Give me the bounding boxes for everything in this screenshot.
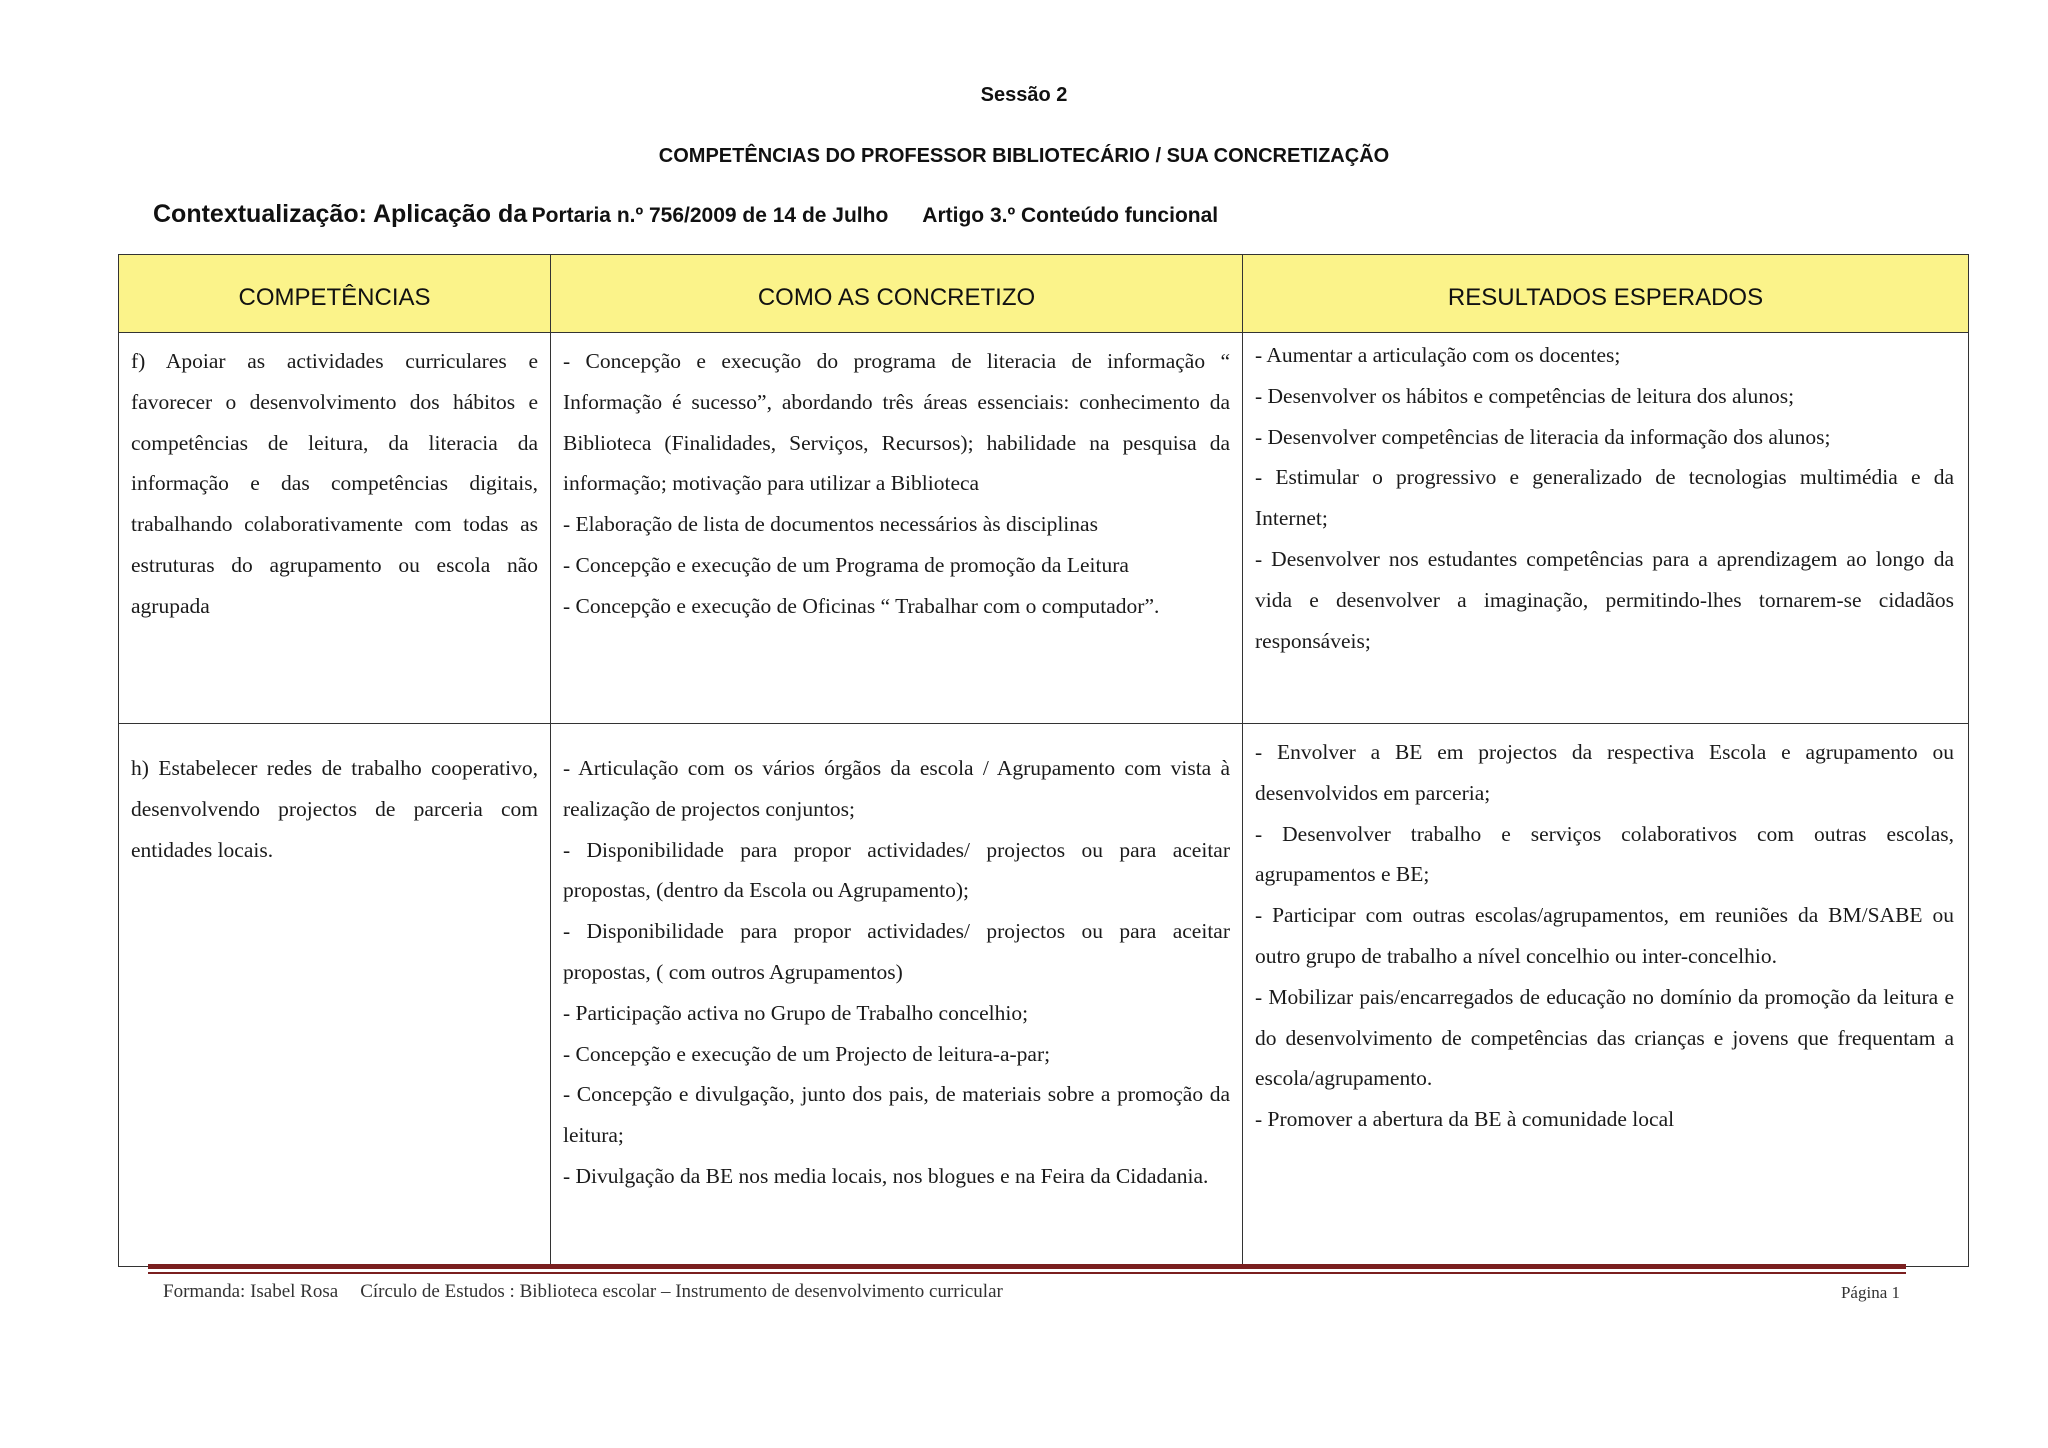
list-item: - Concepção e execução do programa de literacia de informação “ Informação é sucesso”, abordando três áreas essenciais: conhecimento da Biblioteca (Finalidades, Serviços, Recursos); habilidade na pesquisa da informação; motivação para utilizar a Biblioteca <box>563 349 1230 496</box>
list-item: - Mobilizar pais/encarregados de educação no domínio da promoção da leitura e do desenvolvimento de competências das crianças e jovens que frequentam a escola/agrupamento. <box>1255 984 1954 1091</box>
page-number: Página 1 <box>1840 1283 1900 1302</box>
competencias-table <box>118 254 1969 1267</box>
competencia-cell: f) Apoiar as actividades curriculares e favorecer o desenvolvimento dos hábitos e competências de leitura, da literacia da informação e das competências digitais, trabalhando colaborativamente com todas as estruturas do agrupamento ou escola não agrupada <box>119 333 551 724</box>
list-item: - Concepção e execução de um Programa de promoção da Leitura <box>563 552 1129 577</box>
list-item: - Estimular o progressivo e generalizado de tecnologias multimédia e da Internet; <box>1255 465 1954 531</box>
list-item: - Divulgação da BE nos media locais, nos blogues e na Feira da Cidadania. <box>563 1163 1209 1188</box>
list-item: - Envolver a BE em projectos da respectiva Escola e agrupamento ou desenvolvidos em parceria; <box>1255 740 1954 805</box>
list-item: - Aumentar a articulação com os docentes; <box>1255 343 1621 367</box>
footer-left <box>163 1281 1003 1303</box>
list-item: - Disponibilidade para propor actividades/ projectos ou para aceitar propostas, (dentro da Escola ou Agrupamento); <box>563 837 1230 903</box>
page-subtitle: COMPETÊNCIAS DO PROFESSOR BIBLIOTECÁRIO / SUA CONCRETIZAÇÃO <box>658 145 1390 167</box>
context-line <box>153 200 1218 229</box>
footer-rule <box>148 1264 1906 1269</box>
table-row <box>119 724 1969 1267</box>
concretizo-cell <box>551 333 1243 724</box>
context-label: Contextualização: Aplicação da <box>153 200 528 228</box>
list-item: - Articulação com os vários órgãos da escola / Agrupamento com vista à realização de projectos conjuntos; <box>563 756 1230 821</box>
header-resultados-esperados: RESULTADOS ESPERADOS <box>1243 255 1969 333</box>
list-item: - Concepção e divulgação, junto dos pais, de materiais sobre a promoção da leitura; <box>563 1082 1230 1148</box>
competencia-cell: h) Estabelecer redes de trabalho cooperativo, desenvolvendo projectos de parceria com entidades locais. <box>119 724 551 1267</box>
context-artigo: Artigo 3.º Conteúdo funcional <box>922 204 1219 227</box>
context-portaria: Portaria n.º 756/2009 de 14 de Julho <box>531 204 889 227</box>
resultados-cell <box>1243 333 1969 724</box>
list-item: - Concepção e execução de um Projecto de leitura-a-par; <box>563 1041 1051 1066</box>
footer-rule-thin <box>148 1272 1906 1274</box>
list-item: - Concepção e execução de Oficinas “ Trabalhar com o computador”. <box>563 593 1160 618</box>
resultados-cell <box>1243 724 1969 1267</box>
table-row <box>119 333 1969 724</box>
table-header-row <box>119 255 1969 333</box>
session-title: Sessão 2 <box>980 84 1068 106</box>
header-como-concretizo: COMO AS CONCRETIZO <box>551 255 1243 333</box>
concretizo-cell <box>551 724 1243 1267</box>
list-item: - Disponibilidade para propor actividades/ projectos ou para aceitar propostas, ( com outros Agrupamentos) <box>563 919 1230 984</box>
list-item: - Participação activa no Grupo de Trabalho concelhio; <box>563 1000 1029 1025</box>
list-item: - Elaboração de lista de documentos necessários às disciplinas <box>563 512 1098 537</box>
footer-formanda: Formanda: Isabel Rosa <box>163 1281 339 1302</box>
footer-circulo: Círculo de Estudos : Biblioteca escolar – Instrumento de desenvolvimento curricular <box>360 1281 1003 1302</box>
list-item: - Desenvolver nos estudantes competências para a aprendizagem ao longo da vida e desenvolver a imaginação, permitindo-lhes tornarem-se cidadãos responsáveis; <box>1255 546 1954 653</box>
list-item: - Desenvolver os hábitos e competências de leitura dos alunos; <box>1255 383 1795 408</box>
list-item: - Desenvolver trabalho e serviços colaborativos com outras escolas, agrupamentos e BE; <box>1255 821 1954 887</box>
list-item: - Promover a abertura da BE à comunidade local <box>1255 1107 1675 1132</box>
header-competencias: COMPETÊNCIAS <box>119 255 551 333</box>
list-item: - Desenvolver competências de literacia da informação dos alunos; <box>1255 424 1831 449</box>
list-item: - Participar com outras escolas/agrupamentos, em reuniões da BM/SABE ou outro grupo de trabalho a nível concelhio ou inter-concelhio. <box>1255 903 1954 968</box>
